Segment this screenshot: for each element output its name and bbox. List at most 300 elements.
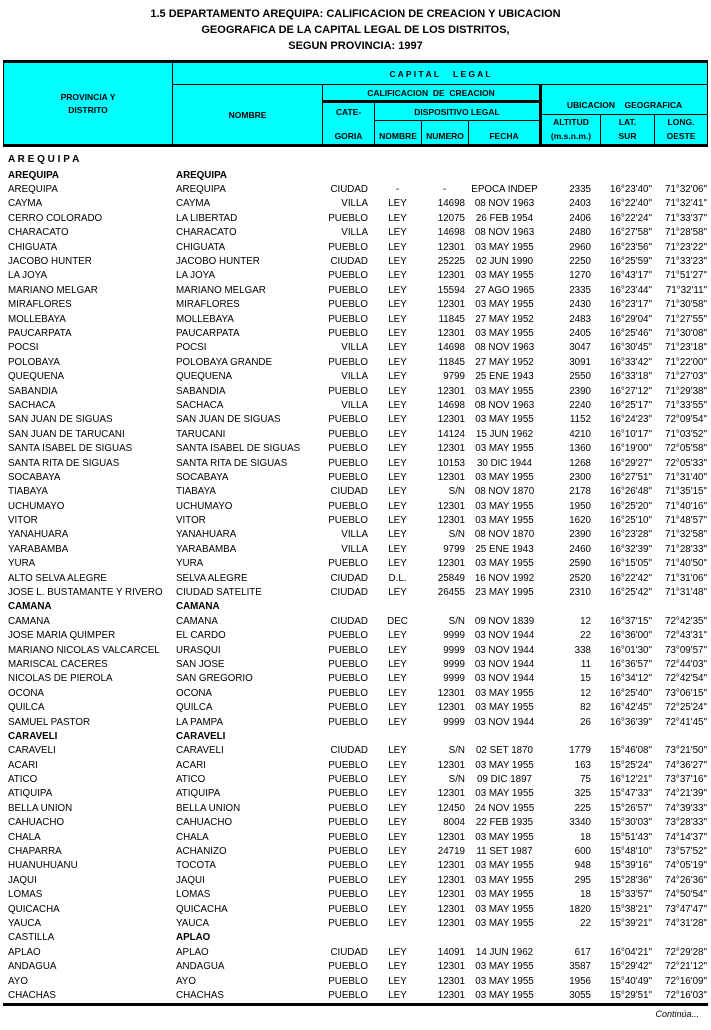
- dispositivo-numero-cell: 12301: [437, 385, 465, 397]
- district-cell: ATICO: [8, 774, 38, 786]
- capital-name-cell: URASQUI: [176, 644, 221, 656]
- lat-sur-cell: 16°33'42": [610, 356, 652, 368]
- district-cell: SABANDIA: [8, 385, 58, 397]
- altitud-cell: 225: [574, 802, 591, 814]
- altitud-cell: 1956: [569, 975, 591, 987]
- capital-name-cell: SAN JUAN DE SIGUAS: [176, 414, 281, 426]
- categoria-cell: PUEBLO: [328, 989, 368, 1001]
- district-cell: ATIQUIPA: [8, 788, 53, 800]
- table-row: [3, 369, 708, 383]
- fecha-cell: 03 NOV 1944: [474, 716, 535, 728]
- dispositivo-nombre-cell: LEY: [388, 989, 407, 1001]
- categoria-cell: PUEBLO: [328, 385, 368, 397]
- dispositivo-nombre-cell: LEY: [388, 846, 407, 858]
- capital-name-cell: CHARACATO: [176, 227, 237, 239]
- dispositivo-nombre-cell: LEY: [388, 817, 407, 829]
- capital-name-cell: MIRAFLORES: [176, 299, 240, 311]
- dispositivo-nombre-cell: LEY: [388, 961, 407, 973]
- long-oeste-cell: 74°05'19": [665, 860, 707, 872]
- dispositivo-numero-cell: 8004: [443, 817, 465, 829]
- capital-name-cell: AYO: [176, 975, 196, 987]
- district-cell: MARISCAL CACERES: [8, 658, 108, 670]
- district-cell: ANDAGUA: [8, 961, 57, 973]
- dispositivo-numero-cell: 9999: [443, 630, 465, 642]
- capital-name-cell: CAHUACHO: [176, 817, 233, 829]
- long-oeste-cell: 73°47'47": [665, 903, 707, 915]
- fecha-cell: 03 MAY 1955: [475, 241, 534, 253]
- district-cell: CHACHAS: [8, 989, 56, 1001]
- altitud-cell: 617: [574, 946, 591, 958]
- capital-name-cell: QUICACHA: [176, 903, 228, 915]
- fecha-cell: 03 MAY 1955: [475, 889, 534, 901]
- dispositivo-nombre-cell: LEY: [388, 558, 407, 570]
- altitud-cell: 163: [574, 759, 591, 771]
- long-oeste-cell: 72°05'58": [665, 443, 707, 455]
- dispositivo-nombre-cell: LEY: [388, 414, 407, 426]
- altitud-cell: 3055: [569, 989, 591, 1001]
- fecha-cell: 03 MAY 1955: [475, 874, 534, 886]
- table-row: [3, 542, 708, 556]
- long-oeste-cell: 72°44'03": [665, 658, 707, 670]
- district-cell: LA JOYA: [8, 270, 48, 282]
- capital-name-cell: SANTA RITA DE SIGUAS: [176, 457, 288, 469]
- dispositivo-nombre-cell: LEY: [388, 903, 407, 915]
- dispositivo-nombre-cell: LEY: [388, 515, 407, 527]
- capital-name-cell: JACOBO HUNTER: [176, 256, 260, 268]
- dispositivo-numero-cell: 12301: [437, 788, 465, 800]
- categoria-cell: VILLA: [341, 342, 368, 354]
- dispositivo-numero-cell: 12301: [437, 558, 465, 570]
- categoria-cell: PUEBLO: [328, 774, 368, 786]
- categoria-cell: PUEBLO: [328, 702, 368, 714]
- district-cell: JOSE L. BUSTAMANTE Y RIVERO: [8, 587, 163, 599]
- district-cell: YURA: [8, 558, 36, 570]
- long-oeste-cell: 74°14'37": [665, 831, 707, 843]
- categoria-line1: CATE-: [335, 107, 362, 117]
- dispositivo-numero-cell: 12301: [437, 759, 465, 771]
- department-header: A R E Q U I P A: [8, 154, 80, 165]
- table-row: [3, 902, 708, 916]
- district-cell: AREQUIPA: [8, 169, 59, 181]
- table-row: [3, 341, 708, 355]
- fecha-cell: 03 MAY 1955: [475, 299, 534, 311]
- table-row: [3, 398, 708, 412]
- dispositivo-numero-cell: 12301: [437, 687, 465, 699]
- dispositivo-nombre-cell: LEY: [388, 443, 407, 455]
- capital-name-cell: VITOR: [176, 515, 206, 527]
- table-row: [3, 916, 708, 930]
- lat-sur-cell: 16°25'40": [610, 687, 652, 699]
- lat-sur-cell: 16°23'40": [610, 184, 652, 196]
- table-row: [3, 513, 708, 527]
- fecha-cell: EPOCA INDEP: [471, 184, 538, 196]
- district-cell: MIRAFLORES: [8, 299, 72, 311]
- lat-sur-cell: 16°27'58": [610, 227, 652, 239]
- dispositivo-numero-cell: 25225: [437, 256, 465, 268]
- categoria-cell: CIUDAD: [330, 615, 368, 627]
- altitud-cell: 3091: [569, 356, 591, 368]
- title-line-2: GEOGRAFICA DE LA CAPITAL LEGAL DE LOS DISTRITOS,: [201, 24, 510, 36]
- district-cell: JOSE MARIA QUIMPER: [8, 630, 116, 642]
- col-group-calificacion-de-creacion: [323, 85, 542, 144]
- dispositivo-numero-cell: 12301: [437, 889, 465, 901]
- long-oeste-cell: 74°21'39": [665, 788, 707, 800]
- table-row: [3, 614, 708, 628]
- district-cell: PAUCARPATA: [8, 327, 72, 339]
- long-oeste-cell: 74°26'36": [665, 874, 707, 886]
- lat-sur-cell: 16°36'57": [610, 658, 652, 670]
- fecha-cell: 02 JUN 1990: [475, 256, 534, 268]
- district-cell: CARAVELI: [8, 745, 56, 757]
- table-row: [3, 988, 708, 1002]
- altitud-cell: 1950: [569, 500, 591, 512]
- long-oeste-cell: 71°31'48": [665, 587, 707, 599]
- categoria-cell: PUEBLO: [328, 860, 368, 872]
- lat-line2: SUR: [618, 131, 637, 141]
- table-row: [3, 557, 708, 571]
- altitud-cell: 948: [574, 860, 591, 872]
- fecha-cell: 03 MAY 1955: [475, 975, 534, 987]
- table-row: [3, 269, 708, 283]
- dispositivo-numero-cell: 14091: [437, 946, 465, 958]
- fecha-cell: 09 DIC 1897: [476, 774, 532, 786]
- fecha-cell: 02 SET 1870: [475, 745, 533, 757]
- altitud-cell: 2335: [569, 184, 591, 196]
- categoria-cell: PUEBLO: [328, 658, 368, 670]
- district-cell: CHARACATO: [8, 227, 69, 239]
- dispositivo-nombre-cell: LEY: [388, 284, 407, 296]
- capital-name-cell: ANDAGUA: [176, 961, 225, 973]
- fecha-cell: 03 MAY 1955: [475, 515, 534, 527]
- calificacion-label: CALIFICACION DE CREACION: [323, 85, 539, 103]
- dispositivo-numero-cell: 15594: [437, 284, 465, 296]
- capital-name-cell: CAMANA: [176, 601, 220, 613]
- district-cell: CHAPARRA: [8, 846, 62, 858]
- altitud-cell: 1270: [569, 270, 591, 282]
- district-cell: SANTA ISABEL DE SIGUAS: [8, 443, 133, 455]
- categoria-cell: PUEBLO: [328, 299, 368, 311]
- altitud-cell: 2460: [569, 543, 591, 555]
- capital-name-cell: CHIGUATA: [176, 241, 226, 253]
- fecha-cell: 03 NOV 1944: [474, 673, 535, 685]
- categoria-cell: PUEBLO: [328, 212, 368, 224]
- dispositivo-nombre-cell: LEY: [388, 745, 407, 757]
- district-cell: CAMANA: [8, 601, 52, 613]
- col-header-fecha: FECHA: [489, 131, 519, 141]
- fecha-cell: 03 MAY 1955: [475, 385, 534, 397]
- dispositivo-numero-cell: 12301: [437, 443, 465, 455]
- capital-name-cell: CARAVELI: [176, 730, 226, 742]
- district-cell: POLOBAYA: [8, 356, 60, 368]
- altitud-cell: 1152: [569, 414, 591, 426]
- dispositivo-nombre-cell: LEY: [388, 227, 407, 239]
- altitud-cell: 2430: [569, 299, 591, 311]
- capital-name-cell: CHACHAS: [176, 989, 224, 1001]
- dispositivo-numero-cell: S/N: [448, 745, 465, 757]
- fecha-cell: 03 MAY 1955: [475, 918, 534, 929]
- lat-sur-cell: 16°23'28": [610, 529, 652, 541]
- categoria-cell: CIUDAD: [330, 946, 368, 958]
- lat-sur-cell: 15°46'08": [610, 745, 652, 757]
- fecha-cell: 08 NOV 1963: [474, 198, 535, 210]
- capital-name-cell: AREQUIPA: [176, 184, 226, 196]
- capital-name-cell: LA PAMPA: [176, 716, 224, 728]
- district-cell: SOCABAYA: [8, 471, 61, 483]
- lat-sur-cell: 16°15'05": [610, 558, 652, 570]
- categoria-cell: VILLA: [341, 529, 368, 541]
- dispositivo-nombre-cell: LEY: [388, 788, 407, 800]
- capital-name-cell: LOMAS: [176, 889, 211, 901]
- altitud-cell: 2520: [569, 572, 591, 584]
- categoria-cell: PUEBLO: [328, 903, 368, 915]
- dispositivo-numero-cell: 14124: [437, 428, 465, 440]
- dispositivo-numero-cell: S/N: [448, 486, 465, 498]
- district-cell: SANTA RITA DE SIGUAS: [8, 457, 120, 469]
- table-row: [3, 700, 708, 714]
- fecha-cell: 03 MAY 1955: [475, 270, 534, 282]
- dispositivo-nombre-cell: LEY: [388, 687, 407, 699]
- col-header-lat-sur: [601, 115, 655, 144]
- table-row: [3, 830, 708, 844]
- table-row: [3, 456, 708, 470]
- col-header-altitud: [542, 115, 601, 144]
- categoria-cell: VILLA: [341, 198, 368, 210]
- col-header-disp-nombre: NOMBRE: [375, 121, 422, 144]
- province-row: [3, 168, 708, 182]
- lat-sur-cell: 16°22'24": [610, 212, 652, 224]
- long-oeste-cell: 71°30'08": [665, 327, 707, 339]
- table-row: [3, 211, 708, 225]
- table-row: [3, 715, 708, 729]
- capital-name-cell: POLOBAYA GRANDE: [176, 356, 273, 368]
- district-cell: CAMANA: [8, 615, 50, 627]
- district-cell: SACHACA: [8, 399, 56, 411]
- lat-sur-cell: 16°10'17": [610, 428, 652, 440]
- province-row: [3, 600, 708, 614]
- lat-sur-cell: 15°38'21": [610, 903, 652, 915]
- district-cell: CAYMA: [8, 198, 43, 210]
- long-oeste-cell: 72°21'12": [665, 961, 707, 973]
- dispositivo-nombre-cell: LEY: [388, 543, 407, 555]
- altitud-cell: 600: [574, 846, 591, 858]
- fecha-cell: 03 NOV 1944: [474, 658, 535, 670]
- long-oeste-cell: 71°40'50": [665, 558, 707, 570]
- categoria-cell: PUEBLO: [328, 515, 368, 527]
- long-oeste-cell: 72°09'54": [665, 414, 707, 426]
- long-oeste-cell: 74°50'54": [665, 889, 707, 901]
- dispositivo-nombre-cell: LEY: [388, 212, 407, 224]
- categoria-cell: PUEBLO: [328, 558, 368, 570]
- lat-sur-cell: 16°34'12": [610, 673, 652, 685]
- categoria-cell: PUEBLO: [328, 457, 368, 469]
- dispositivo-numero-cell: 12301: [437, 903, 465, 915]
- long-line1: LONG.: [667, 117, 695, 127]
- province-row: [3, 729, 708, 743]
- district-cell: BELLA UNION: [8, 802, 73, 814]
- district-cell: CHALA: [8, 831, 41, 843]
- capital-name-cell: SELVA ALEGRE: [176, 572, 248, 584]
- fecha-cell: 03 MAY 1955: [475, 558, 534, 570]
- long-oeste-cell: 72°42'54": [665, 673, 707, 685]
- lat-sur-cell: 16°25'59": [610, 256, 652, 268]
- table-row: [3, 384, 708, 398]
- table-row: [3, 974, 708, 988]
- district-cell: MOLLEBAYA: [8, 313, 66, 325]
- capital-name-cell: SAN GREGORIO: [176, 673, 253, 685]
- dispositivo-nombre-cell: LEY: [388, 342, 407, 354]
- long-oeste-cell: 71°30'58": [665, 299, 707, 311]
- altitud-cell: 1820: [569, 903, 591, 915]
- dispositivo-numero-cell: -: [442, 184, 447, 196]
- long-oeste-cell: 73°28'33": [665, 817, 707, 829]
- district-cell: YANAHUARA: [8, 529, 69, 541]
- altitud-cell: 18: [580, 831, 591, 843]
- dispositivo-nombre-cell: LEY: [388, 371, 407, 383]
- lat-sur-cell: 15°40'49": [610, 975, 652, 987]
- long-oeste-cell: 74°39'33": [665, 802, 707, 814]
- dispositivo-numero-cell: 14698: [437, 399, 465, 411]
- lat-sur-cell: 15°28'36": [610, 874, 652, 886]
- lat-sur-cell: 15°39'21": [610, 918, 652, 929]
- fecha-cell: 27 MAY 1952: [475, 313, 534, 325]
- dispositivo-numero-cell: 12301: [437, 860, 465, 872]
- fecha-cell: 03 MAY 1955: [475, 860, 534, 872]
- dispositivo-numero-cell: 9799: [443, 371, 465, 383]
- long-oeste-cell: 71°48'57": [665, 515, 707, 527]
- capital-name-cell: QUEQUEÑA: [176, 371, 233, 383]
- categoria-cell: PUEBLO: [328, 270, 368, 282]
- dispositivo-nombre-cell: LEY: [388, 802, 407, 814]
- dispositivo-nombre-cell: LEY: [388, 860, 407, 872]
- long-oeste-cell: 71°35'15": [665, 486, 707, 498]
- categoria-cell: PUEBLO: [328, 802, 368, 814]
- capital-name-cell: ATIQUIPA: [176, 788, 221, 800]
- capital-name-cell: ATICO: [176, 774, 206, 786]
- district-cell: TIABAYA: [8, 486, 48, 498]
- dispositivo-numero-cell: 12301: [437, 702, 465, 714]
- altitud-cell: 2590: [569, 558, 591, 570]
- table-row: [3, 859, 708, 873]
- altitud-cell: 3047: [569, 342, 591, 354]
- capital-name-cell: TARUCANI: [176, 428, 226, 440]
- dispositivo-nombre-cell: LEY: [388, 356, 407, 368]
- provincia-label-line1: PROVINCIA Y: [60, 91, 116, 102]
- altitud-cell: 3587: [569, 961, 591, 973]
- table-row: [3, 355, 708, 369]
- categoria-cell: PUEBLO: [328, 687, 368, 699]
- categoria-cell: PUEBLO: [328, 831, 368, 843]
- long-oeste-cell: 72°16'09": [665, 975, 707, 987]
- title-line-3: SEGUN PROVINCIA: 1997: [288, 40, 423, 52]
- long-oeste-cell: 71°32'11": [665, 284, 707, 296]
- fecha-cell: 16 NOV 1992: [474, 572, 535, 584]
- long-oeste-cell: 71°28'33": [665, 543, 707, 555]
- fecha-cell: 03 MAY 1955: [475, 687, 534, 699]
- categoria-cell: CIUDAD: [330, 486, 368, 498]
- altitud-cell: 2390: [569, 385, 591, 397]
- altitud-cell: 2300: [569, 471, 591, 483]
- categoria-cell: VILLA: [341, 227, 368, 239]
- dispositivo-numero-cell: 12301: [437, 270, 465, 282]
- col-header-long-oeste: [655, 115, 707, 144]
- long-oeste-cell: 72°43'31": [665, 630, 707, 642]
- categoria-cell: PUEBLO: [328, 414, 368, 426]
- table-row: [3, 744, 708, 758]
- fecha-cell: 15 JUN 1962: [475, 428, 534, 440]
- long-oeste-cell: 73°21'50": [665, 745, 707, 757]
- lat-line1: LAT.: [618, 117, 637, 127]
- district-cell: HUANUHUANU: [8, 860, 78, 872]
- fecha-cell: 26 FEB 1954: [475, 212, 534, 224]
- fecha-cell: 03 MAY 1955: [475, 961, 534, 973]
- categoria-cell: CIUDAD: [330, 184, 368, 196]
- dispositivo-nombre-cell: LEY: [388, 759, 407, 771]
- altitud-cell: 2390: [569, 529, 591, 541]
- district-cell: LOMAS: [8, 889, 43, 901]
- capital-name-cell: ACHANIZO: [176, 846, 227, 858]
- district-cell: AREQUIPA: [8, 184, 58, 196]
- dispositivo-nombre-cell: LEY: [388, 630, 407, 642]
- categoria-cell: PUEBLO: [328, 313, 368, 325]
- dispositivo-numero-cell: 12301: [437, 989, 465, 1001]
- altitud-cell: 2483: [569, 313, 591, 325]
- fecha-cell: 27 MAY 1952: [475, 356, 534, 368]
- fecha-cell: 03 NOV 1944: [474, 644, 535, 656]
- table-row: [3, 758, 708, 772]
- fecha-cell: 03 MAY 1955: [475, 414, 534, 426]
- capital-name-cell: TIABAYA: [176, 486, 216, 498]
- dispositivo-numero-cell: 11845: [438, 356, 465, 368]
- dispositivo-numero-cell: 14698: [437, 342, 465, 354]
- lat-sur-cell: 16°12'21": [610, 774, 652, 786]
- dispositivo-nombre-cell: LEY: [388, 716, 407, 728]
- altitud-cell: 295: [574, 874, 591, 886]
- capital-name-cell: LA JOYA: [176, 270, 216, 282]
- fecha-cell: 30 DIC 1944: [476, 457, 532, 469]
- dispositivo-numero-cell: 12301: [437, 831, 465, 843]
- district-cell: APLAO: [8, 946, 41, 958]
- table-row: [3, 283, 708, 297]
- dispositivo-numero-cell: 12301: [437, 515, 465, 527]
- dispositivo-nombre-cell: LEY: [388, 428, 407, 440]
- altitud-cell: 12: [580, 687, 591, 699]
- table-row: [3, 787, 708, 801]
- lat-sur-cell: 16°25'10": [610, 515, 652, 527]
- table-row: [3, 427, 708, 441]
- fecha-cell: 03 NOV 1944: [474, 630, 535, 642]
- long-oeste-cell: 72°25'24": [665, 702, 707, 714]
- capital-name-cell: JAQUI: [176, 874, 205, 886]
- fecha-cell: 24 NOV 1955: [474, 802, 535, 814]
- lat-sur-cell: 16°29'27": [610, 457, 652, 469]
- district-cell: OCOÑA: [8, 687, 44, 699]
- dispositivo-nombre-cell: LEY: [388, 471, 407, 483]
- dispositivo-nombre-cell: -: [395, 184, 400, 196]
- categoria-cell: PUEBLO: [328, 918, 368, 929]
- col-header-disp-numero: NUMERO: [422, 121, 469, 144]
- dispositivo-numero-cell: 9999: [443, 673, 465, 685]
- capital-name-cell: YANAHUARA: [176, 529, 237, 541]
- categoria-cell: PUEBLO: [328, 471, 368, 483]
- table-row: [3, 197, 708, 211]
- long-oeste-cell: 71°33'37": [665, 212, 707, 224]
- table-row: [3, 326, 708, 340]
- dispositivo-nombre-cell: DEC: [387, 615, 408, 627]
- categoria-cell: PUEBLO: [328, 759, 368, 771]
- altitud-cell: 2403: [569, 198, 591, 210]
- long-oeste-cell: 71°32'41": [665, 198, 707, 210]
- district-cell: ACARI: [8, 759, 38, 771]
